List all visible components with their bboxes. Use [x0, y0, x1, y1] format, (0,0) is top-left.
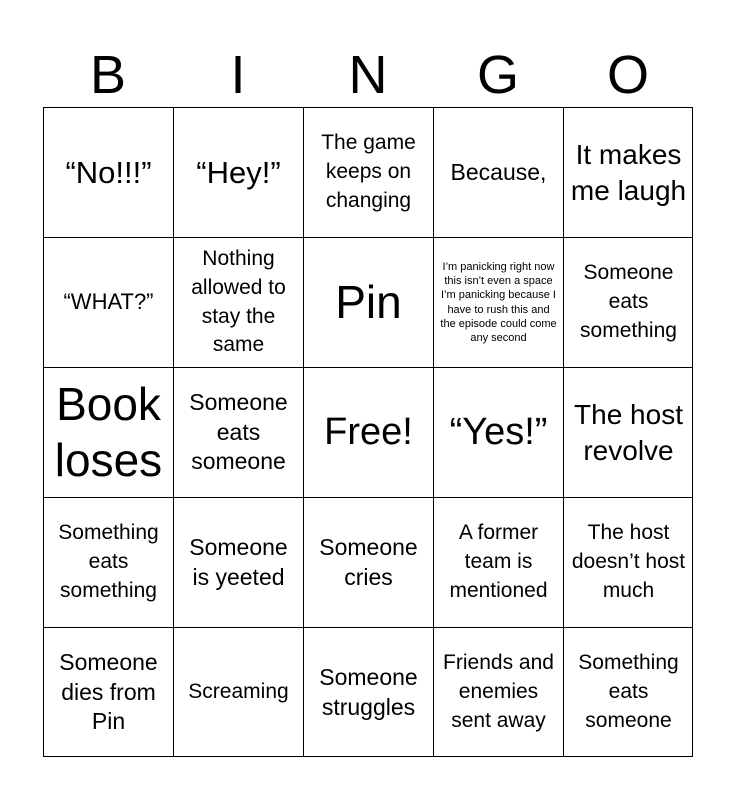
cell-text: The host doesn’t host much [571, 521, 686, 602]
bingo-cell[interactable] [43, 627, 173, 757]
cell-text: The game keeps on changing [321, 131, 416, 212]
bingo-cell[interactable] [43, 367, 173, 497]
bingo-cell[interactable] [173, 627, 303, 757]
bingo-cell[interactable] [173, 367, 303, 497]
cell-text: Because, [450, 158, 547, 185]
cell-text: It makes me laugh [570, 138, 687, 206]
bingo-cell[interactable] [563, 497, 693, 627]
cell-text: Someone eats something [580, 261, 677, 342]
cell-text: “Hey!” [196, 154, 281, 190]
bingo-cell[interactable] [303, 627, 433, 757]
bingo-cell[interactable] [303, 497, 433, 627]
bingo-cell[interactable] [433, 237, 563, 367]
cell-text: Book loses [54, 378, 163, 486]
bingo-cell[interactable] [43, 107, 173, 237]
cell-text: “No!!!” [65, 154, 152, 190]
cell-text: Someone cries [319, 533, 418, 590]
bingo-cell[interactable] [433, 497, 563, 627]
cell-text: I’m panicking right now this isn’t even a space I’m panicking because I have to rush this and the episode could come any second [440, 260, 557, 345]
bingo-cell[interactable] [563, 367, 693, 497]
bingo-cell[interactable] [563, 627, 693, 757]
cell-text: Something eats something [58, 521, 159, 602]
bingo-cell[interactable] [43, 497, 173, 627]
cell-text: Friends and enemies sent away [443, 651, 554, 732]
cell-text: Screaming [188, 680, 289, 704]
cell-text: Nothing allowed to stay the same [191, 246, 286, 357]
header-letter-b: B [89, 45, 127, 105]
cell-text: Someone is yeeted [189, 533, 288, 590]
cell-text: The host revolve [574, 398, 683, 466]
bingo-cell[interactable] [173, 107, 303, 237]
cell-text: Someone eats someone [189, 388, 288, 475]
bingo-cell[interactable] [563, 237, 693, 367]
bingo-cell[interactable] [433, 627, 563, 757]
bingo-cell[interactable] [43, 237, 173, 367]
cell-text: Something eats someone [578, 651, 679, 732]
bingo-cell[interactable] [173, 237, 303, 367]
bingo-cell[interactable] [563, 107, 693, 237]
bingo-cell[interactable] [433, 107, 563, 237]
free-space-cell[interactable] [303, 367, 433, 497]
bingo-grid [43, 107, 693, 757]
cell-text: “WHAT?” [63, 289, 154, 315]
bingo-cell[interactable] [303, 107, 433, 237]
bingo-cell[interactable] [173, 497, 303, 627]
bingo-header [43, 44, 693, 106]
cell-text: Free! [324, 410, 413, 453]
bingo-cell[interactable] [433, 367, 563, 497]
cell-text: Pin [335, 275, 402, 328]
header-letter-o: O [606, 45, 649, 105]
cell-text: A former team is mentioned [449, 521, 548, 602]
cell-text: Someone struggles [319, 663, 418, 720]
header-letter-n: N [348, 45, 388, 105]
header-letter-g: G [476, 45, 519, 105]
cell-text: Someone dies from Pin [59, 648, 158, 735]
bingo-cell[interactable] [303, 237, 433, 367]
header-letter-i: I [230, 45, 246, 105]
cell-text: “Yes!” [449, 410, 548, 453]
